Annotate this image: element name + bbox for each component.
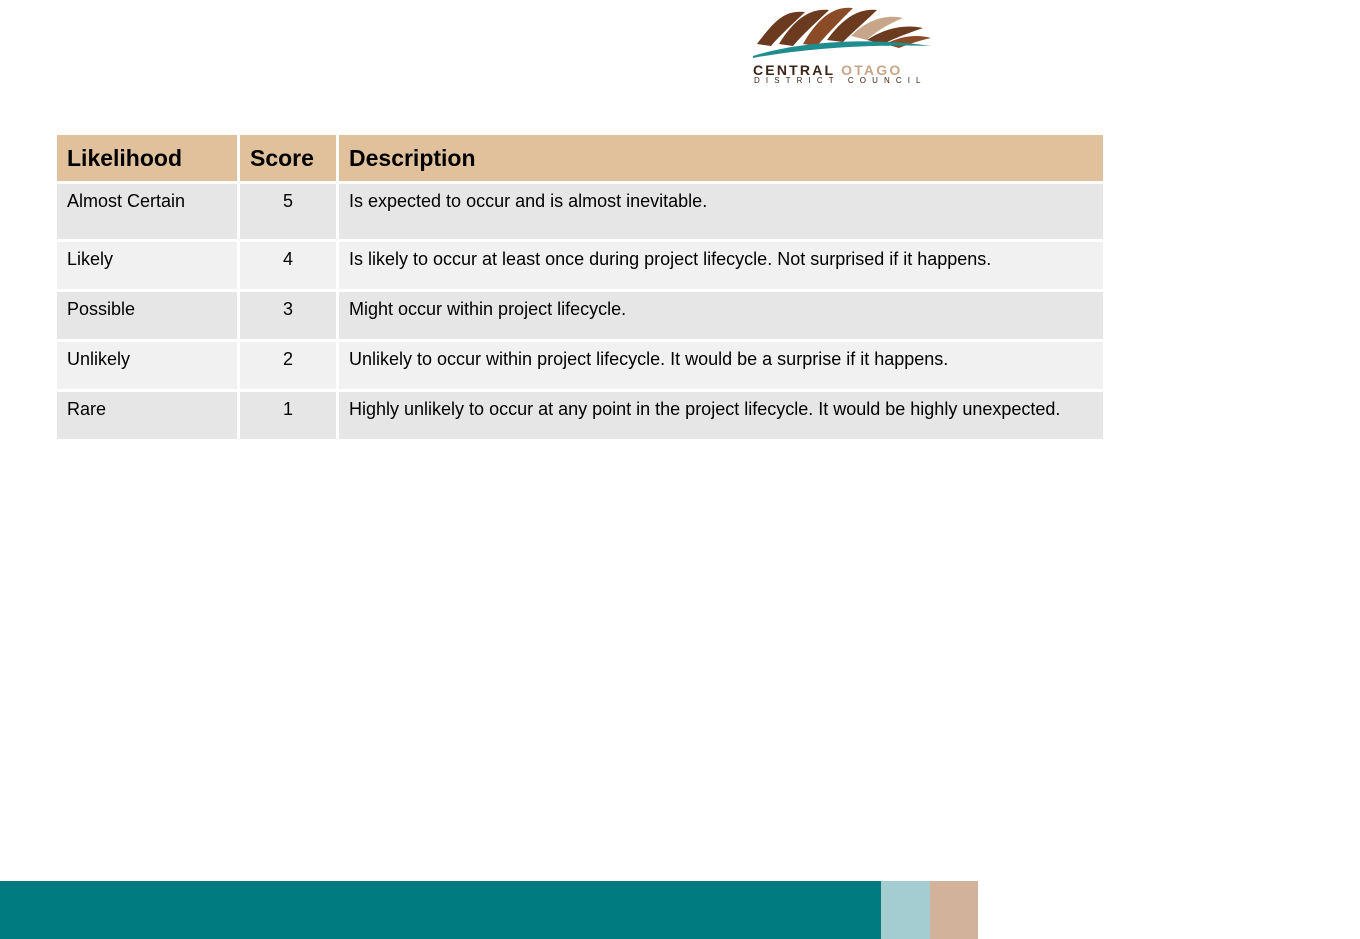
cell-score: 4 [240,242,336,289]
header-likelihood: Likelihood [57,135,237,181]
cell-score: 5 [240,184,336,239]
hills-emblem-icon [745,0,975,62]
cell-likelihood: Rare [57,392,237,439]
logo-word-otago: OTAGO [841,62,903,78]
cell-description: Is likely to occur at least once during project lifecycle. Not surprised if it happens. [339,242,1103,289]
council-logo [745,0,975,90]
footer-bar-teal [0,881,881,939]
table-header-row [57,135,1103,181]
table-row [57,242,1103,289]
cell-likelihood: Possible [57,292,237,339]
cell-score: 2 [240,342,336,389]
footer-bar-light-teal [881,881,930,939]
table-row [57,392,1103,439]
likelihood-table [54,132,1106,442]
cell-description: Highly unlikely to occur at any point in the project lifecycle. It would be highly unexpected. [339,392,1103,439]
header-score: Score [240,135,336,181]
table-row [57,292,1103,339]
logo-word-central: CENTRAL [753,62,836,78]
header-description: Description [339,135,1103,181]
cell-likelihood: Likely [57,242,237,289]
cell-description: Unlikely to occur within project lifecycle. It would be a surprise if it happens. [339,342,1103,389]
cell-score: 1 [240,392,336,439]
cell-score: 3 [240,292,336,339]
cell-likelihood: Unlikely [57,342,237,389]
table-row [57,184,1103,239]
cell-description: Is expected to occur and is almost inevitable. [339,184,1103,239]
cell-likelihood: Almost Certain [57,184,237,239]
cell-description: Might occur within project lifecycle. [339,292,1103,339]
table-row [57,342,1103,389]
logo-subtitle: DISTRICT COUNCIL [754,76,927,85]
footer-bar-sand [930,881,978,939]
